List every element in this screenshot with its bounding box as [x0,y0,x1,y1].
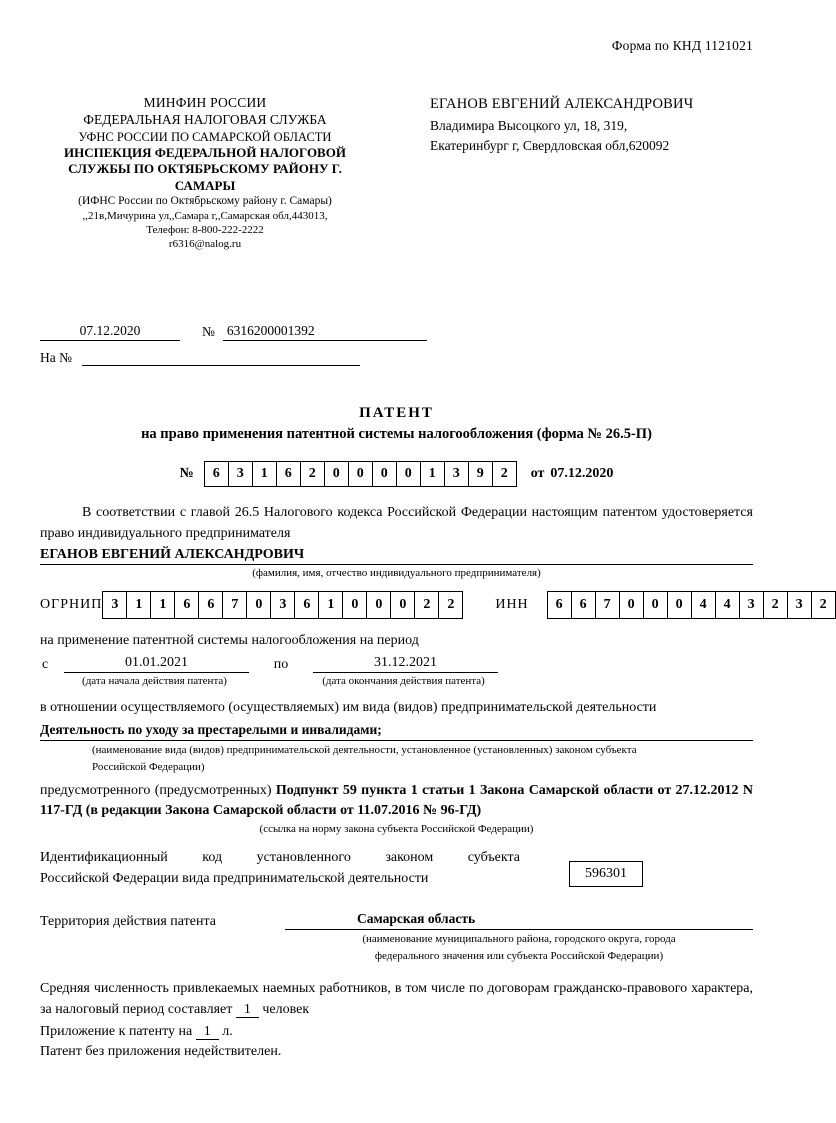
inn-digit: 0 [644,592,668,618]
patent-digit: 1 [421,462,445,486]
letterhead [40,94,753,251]
recipient-name: ЕГАНОВ ЕВГЕНИЙ АЛЕКСАНДРОВИЧ [430,96,694,112]
reply-to-row [40,350,753,366]
sender-block [40,94,370,251]
inn-digit: 6 [572,592,596,618]
entrepreneur-fio-caption: (фамилия, имя, отчество индивидуального предпринимателя) [252,566,541,579]
patent-digit: 6 [277,462,301,486]
identification-code: 596301 [569,861,643,887]
ogrnip-digit: 3 [103,592,127,618]
ogrnip-digit: 0 [391,592,415,618]
period-to-date: 31.12.2021 [313,655,498,673]
invalid-note: Патент без приложения недействителен. [40,1043,282,1059]
ogrnip-digit: 7 [223,592,247,618]
registration-date: 07.12.2020 [40,323,180,341]
identification-block [40,847,753,889]
inn-digit: 0 [668,592,692,618]
ogrnip-digit: 1 [151,592,175,618]
employees-text: Средняя численность привлекаемых наемных работников, в том числе по договорам гражданско-правового характера, за налоговый период составляет [40,980,753,1017]
patent-digit: 0 [373,462,397,486]
ogrnip-digit: 0 [343,592,367,618]
ogrnip-digit: 6 [199,592,223,618]
period-to-caption: (дата окончания действия патента) [322,674,485,687]
sender-email: r6316@nalog.ru [168,238,242,251]
period-from-caption: (дата начала действия патента) [82,674,227,687]
period-caption-spacer [40,675,62,687]
identification-line-2: Российской Федерации вида предпринимательской деятельности [40,871,429,887]
entrepreneur-fio: ЕГАНОВ ЕВГЕНИЙ АЛЕКСАНДРОВИЧ [40,547,753,565]
period-from-label: с [42,656,49,672]
patent-digit: 6 [205,462,229,486]
registration-block [40,323,753,381]
patent-digit: 0 [325,462,349,486]
period-caption-spacer-2 [247,675,311,687]
inn-digit: 0 [620,592,644,618]
sender-line-3: УФНС РОССИИ ПО САМАРСКОЙ ОБЛАСТИ [78,129,332,144]
territory-caption-line-1: (наименование муниципального района, городского округа, города [362,933,676,946]
period-from-date: 01.01.2021 [64,655,249,673]
activity-caption-line-2: Российской Федерации) [92,760,205,773]
patent-digit: 2 [500,466,508,482]
ogrnip-digit: 3 [271,592,295,618]
activity-intro: в отношении осуществляемого (осуществляемых) им вида (видов) предпринимательской деятельности [40,699,657,715]
reply-to-line [82,351,360,366]
patent-digit: 0 [349,462,373,486]
patent-digit: 9 [469,462,493,486]
ogrnip-digit: 6 [175,592,199,618]
ogrnip-digit: 1 [127,592,151,618]
document-title: ПАТЕНТ [359,405,434,422]
activity-caption-line-1: (наименование вида (видов) предпринимательской деятельности, установленное (установленных) законом субъекта [92,743,637,756]
sender-line-7: ,,21в,Мичурина ул,,Самара г,,Самарская обл,443013, [82,210,328,223]
registration-row [40,323,753,341]
patent-date: 07.12.2020 [550,466,614,482]
patent-digit: 2 [301,462,325,486]
ogrnip-digit: 1 [319,592,343,618]
employees-paragraph [40,978,753,1020]
law-prefix: предусмотренного (предусмотренных) [40,782,272,798]
inn-digit: 3 [788,592,812,618]
ogrnip-digit: 6 [295,592,319,618]
patent-number-row [40,461,753,487]
period-to-label: по [273,656,289,672]
sender-line-1: МИНФИН РОССИИ [143,95,267,110]
territory-value: Самарская область [285,911,753,930]
patent-number-boxes [204,461,517,487]
identification-word-4: законом [385,850,434,866]
ogrnip-digit: 0 [247,592,271,618]
ogrnip-inn-row [40,591,827,619]
annex-unit: л. [222,1023,233,1039]
annex-text: Приложение к патенту на [40,1023,193,1039]
inn-digit: 3 [740,592,764,618]
patent-digit: 3 [445,462,469,486]
law-reference: Подпункт 59 пункта 1 статьи 1 Закона Самарской области от 27.12.2012 N 117-ГД (в редакции Закона Самарской области от 11.07.2016 № 96-ГД) [40,782,754,818]
territory-row [40,911,753,930]
patent-digit: 0 [397,462,421,486]
identification-line-1 [40,847,520,868]
identification-word-1: Идентификационный [40,850,168,866]
period-intro: на применение патентной системы налогообложения на период [40,632,419,648]
employees-unit: человек [262,1001,310,1017]
law-caption: (ссылка на норму закона субъекта Российской Федерации) [259,823,534,836]
inn-digit: 6 [548,592,572,618]
ogrnip-digit: 2 [415,592,439,618]
identification-word-5: субъекта [467,850,520,866]
sender-line-2: ФЕДЕРАЛЬНАЯ НАЛОГОВАЯ СЛУЖБА [83,112,327,128]
annex-line [40,1024,753,1040]
identification-word-3: установленного [256,850,351,866]
ogrnip-boxes [102,591,463,619]
inn-label: ИНН [495,596,529,612]
registration-number-label: № [202,324,215,340]
recipient-address-line-1: Владимира Высоцкого ул, 18, 319, [430,117,628,133]
sender-phone: Телефон: 8-800-222-2222 [146,224,264,237]
territory-label: Территория действия патента [40,914,216,930]
activity-name: Деятельность по уходу за престарелыми и инвалидами; [40,722,753,741]
intro-paragraph: В соответствии с главой 26.5 Налогового кодекса Российской Федерации настоящим патентом удостоверяется право индивидуального предпринимателя [40,505,753,541]
patent-date-prefix: от [530,466,545,482]
ogrnip-digit: 2 [447,596,455,612]
territory-caption-line-2: федерального значения или субъекта Российской Федерации) [374,950,664,963]
inn-digit: 2 [819,596,827,612]
reply-to-label: На № [40,350,72,366]
identification-text [40,847,520,889]
identification-word-2: код [202,850,223,866]
recipient-address-line-2: Екатеринбург г, Свердловская обл,620092 [430,138,670,153]
period-row [40,655,753,673]
form-code: Форма по КНД 1121021 [611,38,753,53]
ogrnip-digit: 0 [367,592,391,618]
inn-boxes [547,591,836,619]
patent-number-label: № [179,466,194,482]
employees-count: 1 [236,1002,259,1018]
patent-digit: 3 [229,462,253,486]
annex-count: 1 [196,1024,219,1040]
patent-digit: 1 [253,462,277,486]
law-paragraph [40,781,753,822]
inn-digit: 7 [596,592,620,618]
inn-digit: 4 [692,592,716,618]
sender-line-4: ИНСПЕКЦИЯ ФЕДЕРАЛЬНОЙ НАЛОГОВОЙ [64,144,346,160]
registration-number: 6316200001392 [223,323,427,341]
inn-digit: 4 [716,592,740,618]
document-subtitle: на право применения патентной системы налогообложения (форма № 26.5-П) [141,426,652,443]
sender-line-6: (ИФНС России по Октябрьскому району г. Самары) [78,195,332,208]
recipient-block [430,94,753,251]
ogrnip-label: ОГРНИП [40,596,103,612]
sender-line-5: СЛУЖБЫ ПО ОКТЯБРЬСКОМУ РАЙОНУ Г. САМАРЫ [68,161,342,193]
inn-digit: 2 [764,592,788,618]
period-captions [40,675,753,687]
